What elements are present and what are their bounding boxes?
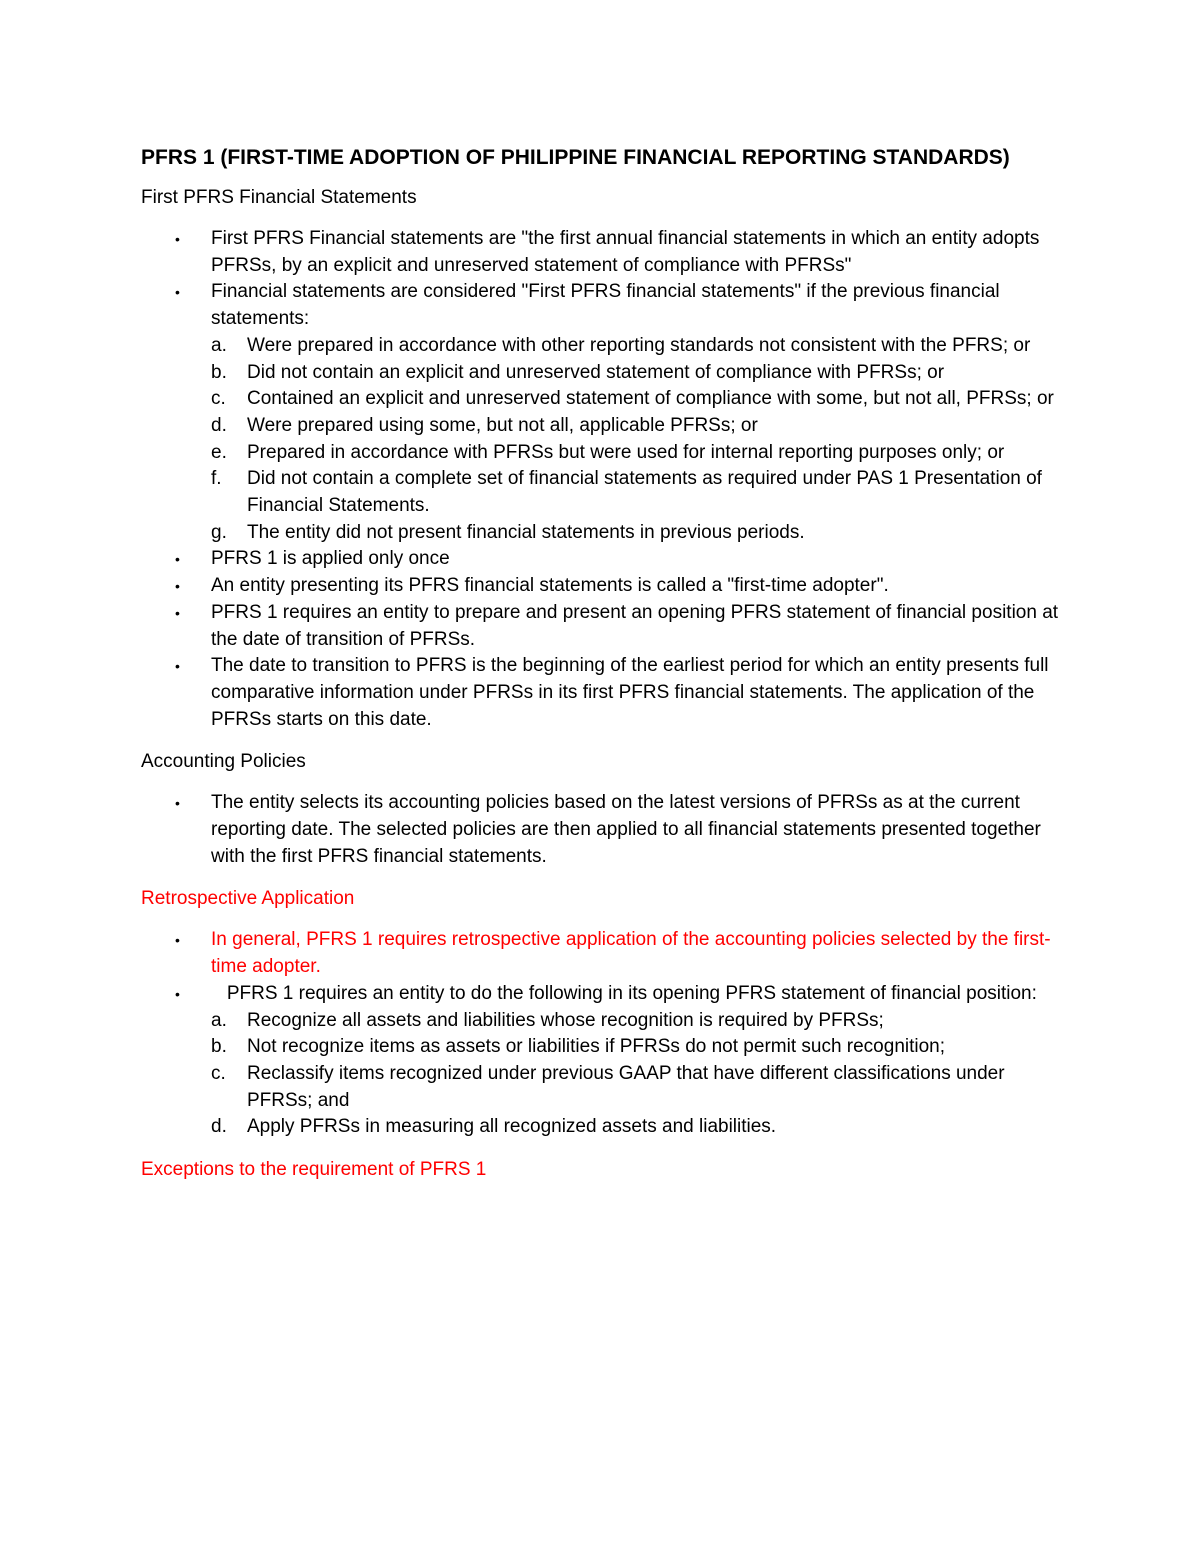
- bullet-icon: •: [175, 231, 180, 247]
- list-item-text: First PFRS Financial statements are "the first annual financial statements in which an entity adopts PFRSs, by an explicit and unreserved statement of compliance with PFRSs": [211, 228, 1040, 276]
- sub-list-item: [211, 1061, 1071, 1114]
- sub-list-marker: g.: [211, 521, 227, 543]
- sub-list-marker: f.: [211, 468, 222, 490]
- sub-list-text: Were prepared using some, but not all, applicable PFRSs; or: [247, 414, 758, 436]
- sub-list-marker: c.: [211, 1062, 226, 1084]
- list-item: [141, 790, 1071, 870]
- bullet-icon: •: [175, 658, 180, 675]
- bullet-list-accounting-policies: [141, 790, 1071, 870]
- sub-list: [211, 1008, 1071, 1142]
- list-item: [141, 573, 1071, 600]
- sub-list-marker: c.: [211, 388, 226, 410]
- list-item-text: In general, PFRS 1 requires retrospective application of the accounting policies selected by the first-time adopter.: [211, 929, 1051, 978]
- bullet-icon: •: [175, 284, 180, 301]
- list-item: [141, 600, 1071, 653]
- list-item-text: PFRS 1 requires an entity to do the following in its opening PFRS statement of financial position:: [226, 982, 1037, 1004]
- sub-list-item: [211, 1034, 1071, 1061]
- sub-list-text: Did not contain a complete set of financial statements as required under PAS 1 Presentation of Financial Statements.: [247, 468, 1042, 517]
- list-item-text: An entity presenting its PFRS financial statements is called a "first-time adopter".: [211, 575, 889, 597]
- list-item-text: The date to transition to PFRS is the beginning of the earliest period for which an entity presents full comparative information under PFRSs in its first PFRS financial statements. The application of the PFRSs starts on this date.: [211, 655, 1049, 730]
- section-heading-exceptions: Exceptions to the requirement of PFRS 1: [141, 1159, 487, 1181]
- sub-list-marker: d.: [211, 414, 227, 436]
- sub-list-marker: d.: [211, 1116, 227, 1138]
- bullet-list-first-pfrs: [141, 226, 1071, 733]
- sub-list-item: [211, 386, 1071, 413]
- section-heading-first-pfrs: First PFRS Financial Statements: [141, 187, 417, 208]
- list-item-text: PFRS 1 requires an entity to prepare and present an opening PFRS statement of financial position at the date of transition of PFRSs.: [211, 601, 1059, 650]
- document-page: [141, 142, 1071, 1198]
- sub-list-text: The entity did not present financial statements in previous periods.: [247, 521, 805, 543]
- list-item-text: PFRS 1 is applied only once: [211, 548, 450, 570]
- sub-list-marker: b.: [211, 1036, 227, 1058]
- bullet-icon: •: [175, 578, 180, 595]
- sub-list-item: [211, 333, 1071, 360]
- list-item-text: The entity selects its accounting policies based on the latest versions of PFRSs as at the current reporting date. The selected policies are then applied to all financial statements presented together with the first PFRS financial statements.: [211, 792, 1041, 867]
- sub-list-marker: a.: [211, 1009, 227, 1031]
- section-heading-accounting-policies: Accounting Policies: [141, 751, 306, 773]
- sub-list-text: Contained an explicit and unreserved statement of compliance with some, but not all, PFRSs; or: [247, 388, 1054, 410]
- sub-list-item: [211, 1008, 1071, 1035]
- sub-list-text: Not recognize items as assets or liabilities if PFRSs do not permit such recognition;: [247, 1036, 946, 1058]
- sub-list-item: [211, 466, 1071, 519]
- list-item: [141, 927, 1071, 980]
- bullet-icon: •: [175, 795, 180, 812]
- sub-list-marker: b.: [211, 361, 227, 383]
- bullet-icon: •: [175, 604, 180, 621]
- list-item-text: Financial statements are considered "First PFRS financial statements" if the previous financial statements:: [211, 281, 1000, 330]
- list-item: [141, 981, 1071, 1141]
- list-item: [141, 279, 1071, 546]
- sub-list-text: Did not contain an explicit and unreserved statement of compliance with PFRSs; or: [247, 361, 945, 383]
- sub-list-item: [211, 440, 1071, 467]
- sub-list-item: [211, 1114, 1071, 1141]
- sub-list: [211, 333, 1071, 547]
- list-item: [141, 226, 1071, 279]
- section-heading-retrospective: Retrospective Application: [141, 888, 355, 910]
- sub-list-item: [211, 520, 1071, 547]
- list-item: [141, 546, 1071, 573]
- sub-list-text: Prepared in accordance with PFRSs but were used for internal reporting purposes only; or: [247, 441, 1005, 463]
- sub-list-text: Recognize all assets and liabilities whose recognition is required by PFRSs;: [247, 1009, 884, 1031]
- sub-list-text: Were prepared in accordance with other reporting standards not consistent with the PFRS; or: [247, 334, 1031, 356]
- sub-list-item: [211, 413, 1071, 440]
- bullet-icon: •: [175, 932, 180, 949]
- sub-list-text: Apply PFRSs in measuring all recognized assets and liabilities.: [247, 1116, 777, 1138]
- sub-list-text: Reclassify items recognized under previous GAAP that have different classifications under PFRSs; and: [247, 1062, 1005, 1111]
- sub-list-item: [211, 360, 1071, 387]
- document-title: PFRS 1 (FIRST-TIME ADOPTION OF PHILIPPINE FINANCIAL REPORTING STANDARDS): [141, 146, 1010, 169]
- sub-list-marker: a.: [211, 334, 227, 356]
- bullet-icon: •: [175, 985, 180, 1002]
- sub-list-marker: e.: [211, 441, 227, 463]
- list-item: [141, 653, 1071, 733]
- bullet-list-retrospective: [141, 927, 1071, 1141]
- bullet-icon: •: [175, 551, 180, 568]
